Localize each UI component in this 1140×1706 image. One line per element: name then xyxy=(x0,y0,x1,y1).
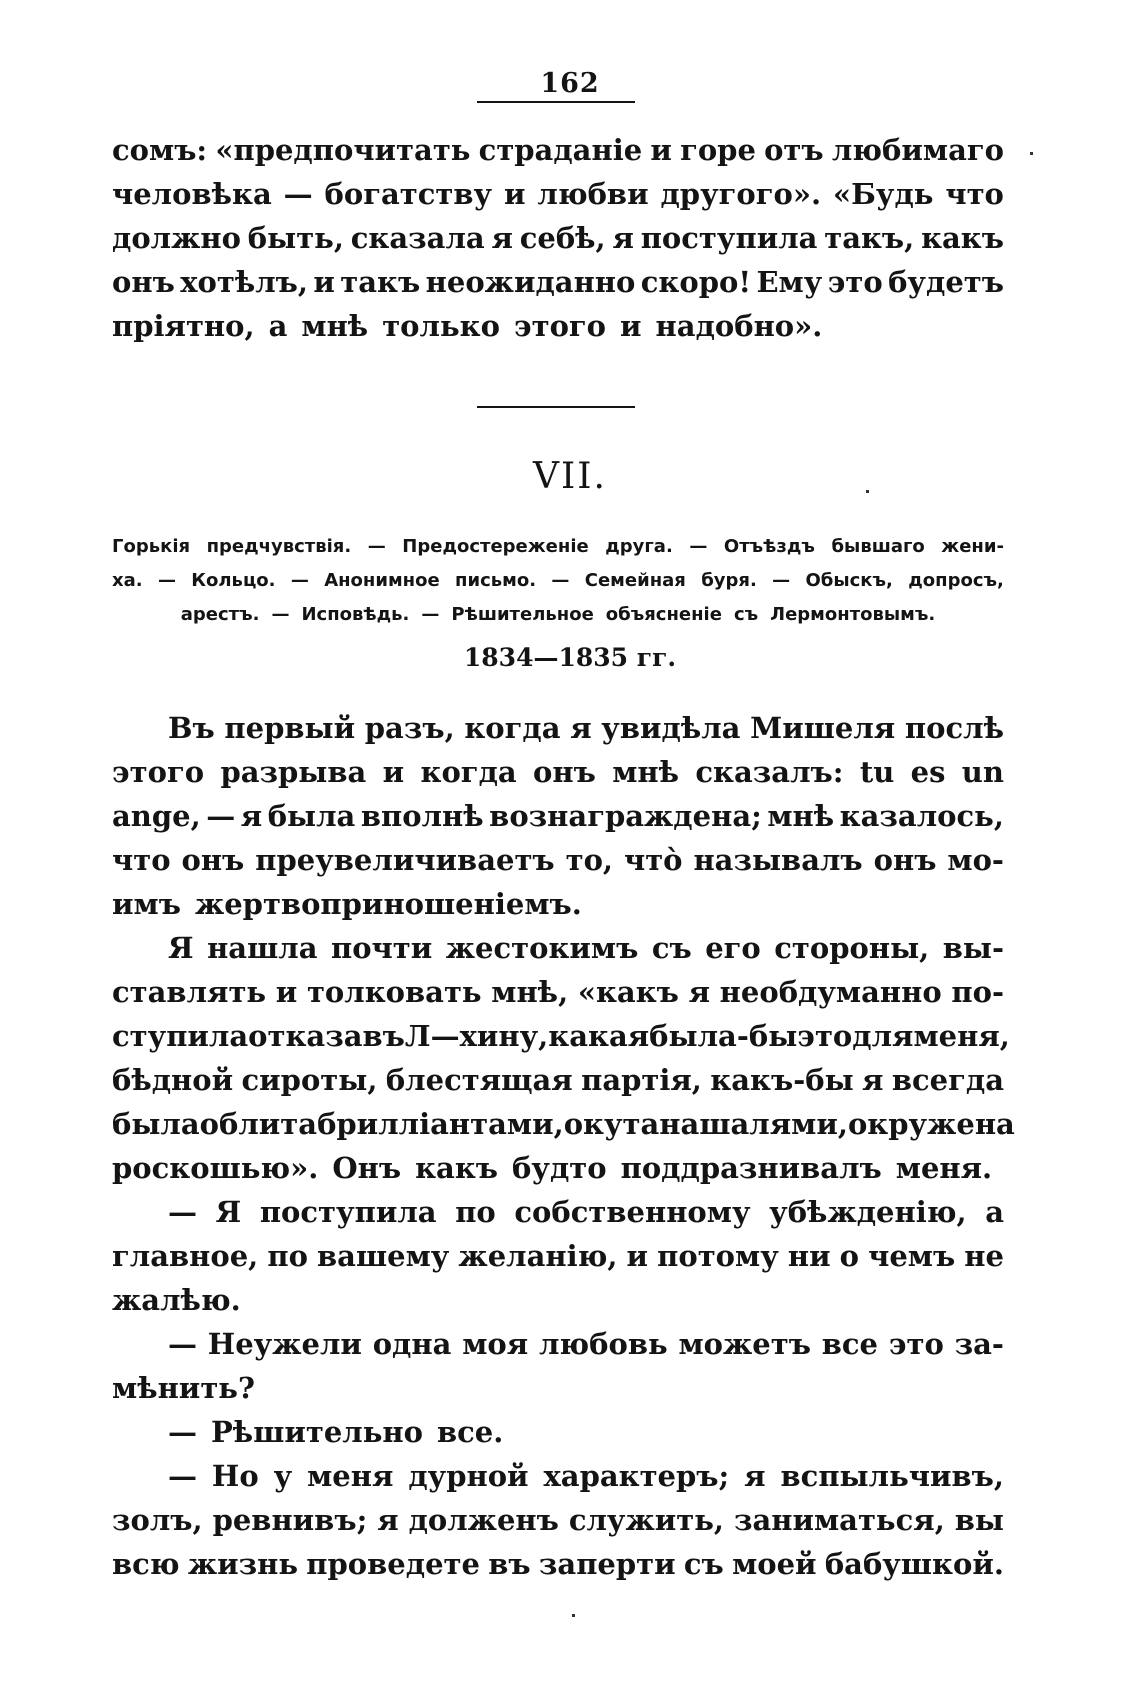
chapter-body xyxy=(112,706,1015,1586)
text-line: — Неужели одна моя любовь можетъ все это за- xyxy=(168,1327,1004,1361)
header-rule xyxy=(477,101,635,103)
summary-line: Горькія предчувствія. — Предостереженіе друга. — Отъѣздъ бывшаго жени- xyxy=(112,536,1004,557)
print-speck xyxy=(572,1614,575,1617)
text-line: — Я поступила по собственному убѣжденію, а xyxy=(168,1195,1004,1229)
text-line: онъ хотѣлъ, и такъ неожиданно скоро! Ему это будетъ xyxy=(112,265,1004,299)
summary-line: арестъ. — Исповѣдь. — Рѣшительное объясненіе съ Лермонтовымъ. xyxy=(180,604,936,625)
print-speck xyxy=(866,490,869,493)
text-line: мѣнить? xyxy=(112,1371,255,1405)
text-line: главное, по вашему желанію, и потому ни о чемъ не xyxy=(112,1239,1004,1273)
text-line: этого разрыва и когда онъ мнѣ сказалъ: tu es un xyxy=(112,755,1004,789)
text-line: ange, — я была вполнѣ вознаграждена; мнѣ казалось, xyxy=(112,799,1004,833)
chapter-years: 1834—1835 гг. xyxy=(463,643,677,672)
text-line: бѣдной сироты, блестящая партія, какъ-бы я всегда xyxy=(112,1063,1004,1097)
section-divider xyxy=(477,406,635,408)
summary-line: ха. — Кольцо. — Анонимное письмо. — Семейная буря. — Обыскъ, допросъ, xyxy=(112,570,1004,591)
paragraph-top xyxy=(112,128,1004,348)
text-line: пріятно, а мнѣ только этого и надобно». xyxy=(112,309,823,343)
chapter-number: VII. xyxy=(533,456,607,497)
text-line: должно быть, сказала я себѣ, я поступила такъ, какъ xyxy=(112,221,1004,255)
text-line: жалѣю. xyxy=(112,1283,241,1317)
page-number: 162 xyxy=(540,68,600,99)
text-line: была облита брилліантами, окутана шалями, окружена xyxy=(112,1107,1015,1141)
text-line: человѣка — богатству и любви другого». «Будь что xyxy=(112,177,1004,211)
text-line: что онъ преувеличиваетъ то, что̀ называлъ онъ мо- xyxy=(112,843,1004,877)
chapter-summary xyxy=(112,530,1004,632)
text-line: Я нашла почти жестокимъ съ его стороны, вы- xyxy=(168,931,1004,965)
text-line: всю жизнь проведете въ заперти съ моей бабушкой. xyxy=(112,1547,1004,1581)
text-line: имъ жертвоприношеніемъ. xyxy=(112,887,582,921)
text-line: золъ, ревнивъ; я долженъ служить, заниматься, вы xyxy=(112,1503,1004,1537)
text-line: Въ первый разъ, когда я увидѣла Мишеля послѣ xyxy=(168,711,1004,745)
text-line: ставлять и толковать мнѣ, «какъ я необдуманно по- xyxy=(112,975,1004,1009)
print-speck xyxy=(1030,152,1033,155)
text-line: ступила отказавъ Л—хину, какая была-бы это для меня, xyxy=(112,1019,1010,1053)
text-line: сомъ: «предпочитать страданіе и горе отъ любимаго xyxy=(112,133,1004,167)
text-line: роскошью». Онъ какъ будто поддразнивалъ меня. xyxy=(112,1151,993,1185)
text-line: — Но у меня дурной характеръ; я вспыльчивъ, xyxy=(168,1459,1004,1493)
text-line: — Рѣшительно все. xyxy=(168,1415,504,1449)
